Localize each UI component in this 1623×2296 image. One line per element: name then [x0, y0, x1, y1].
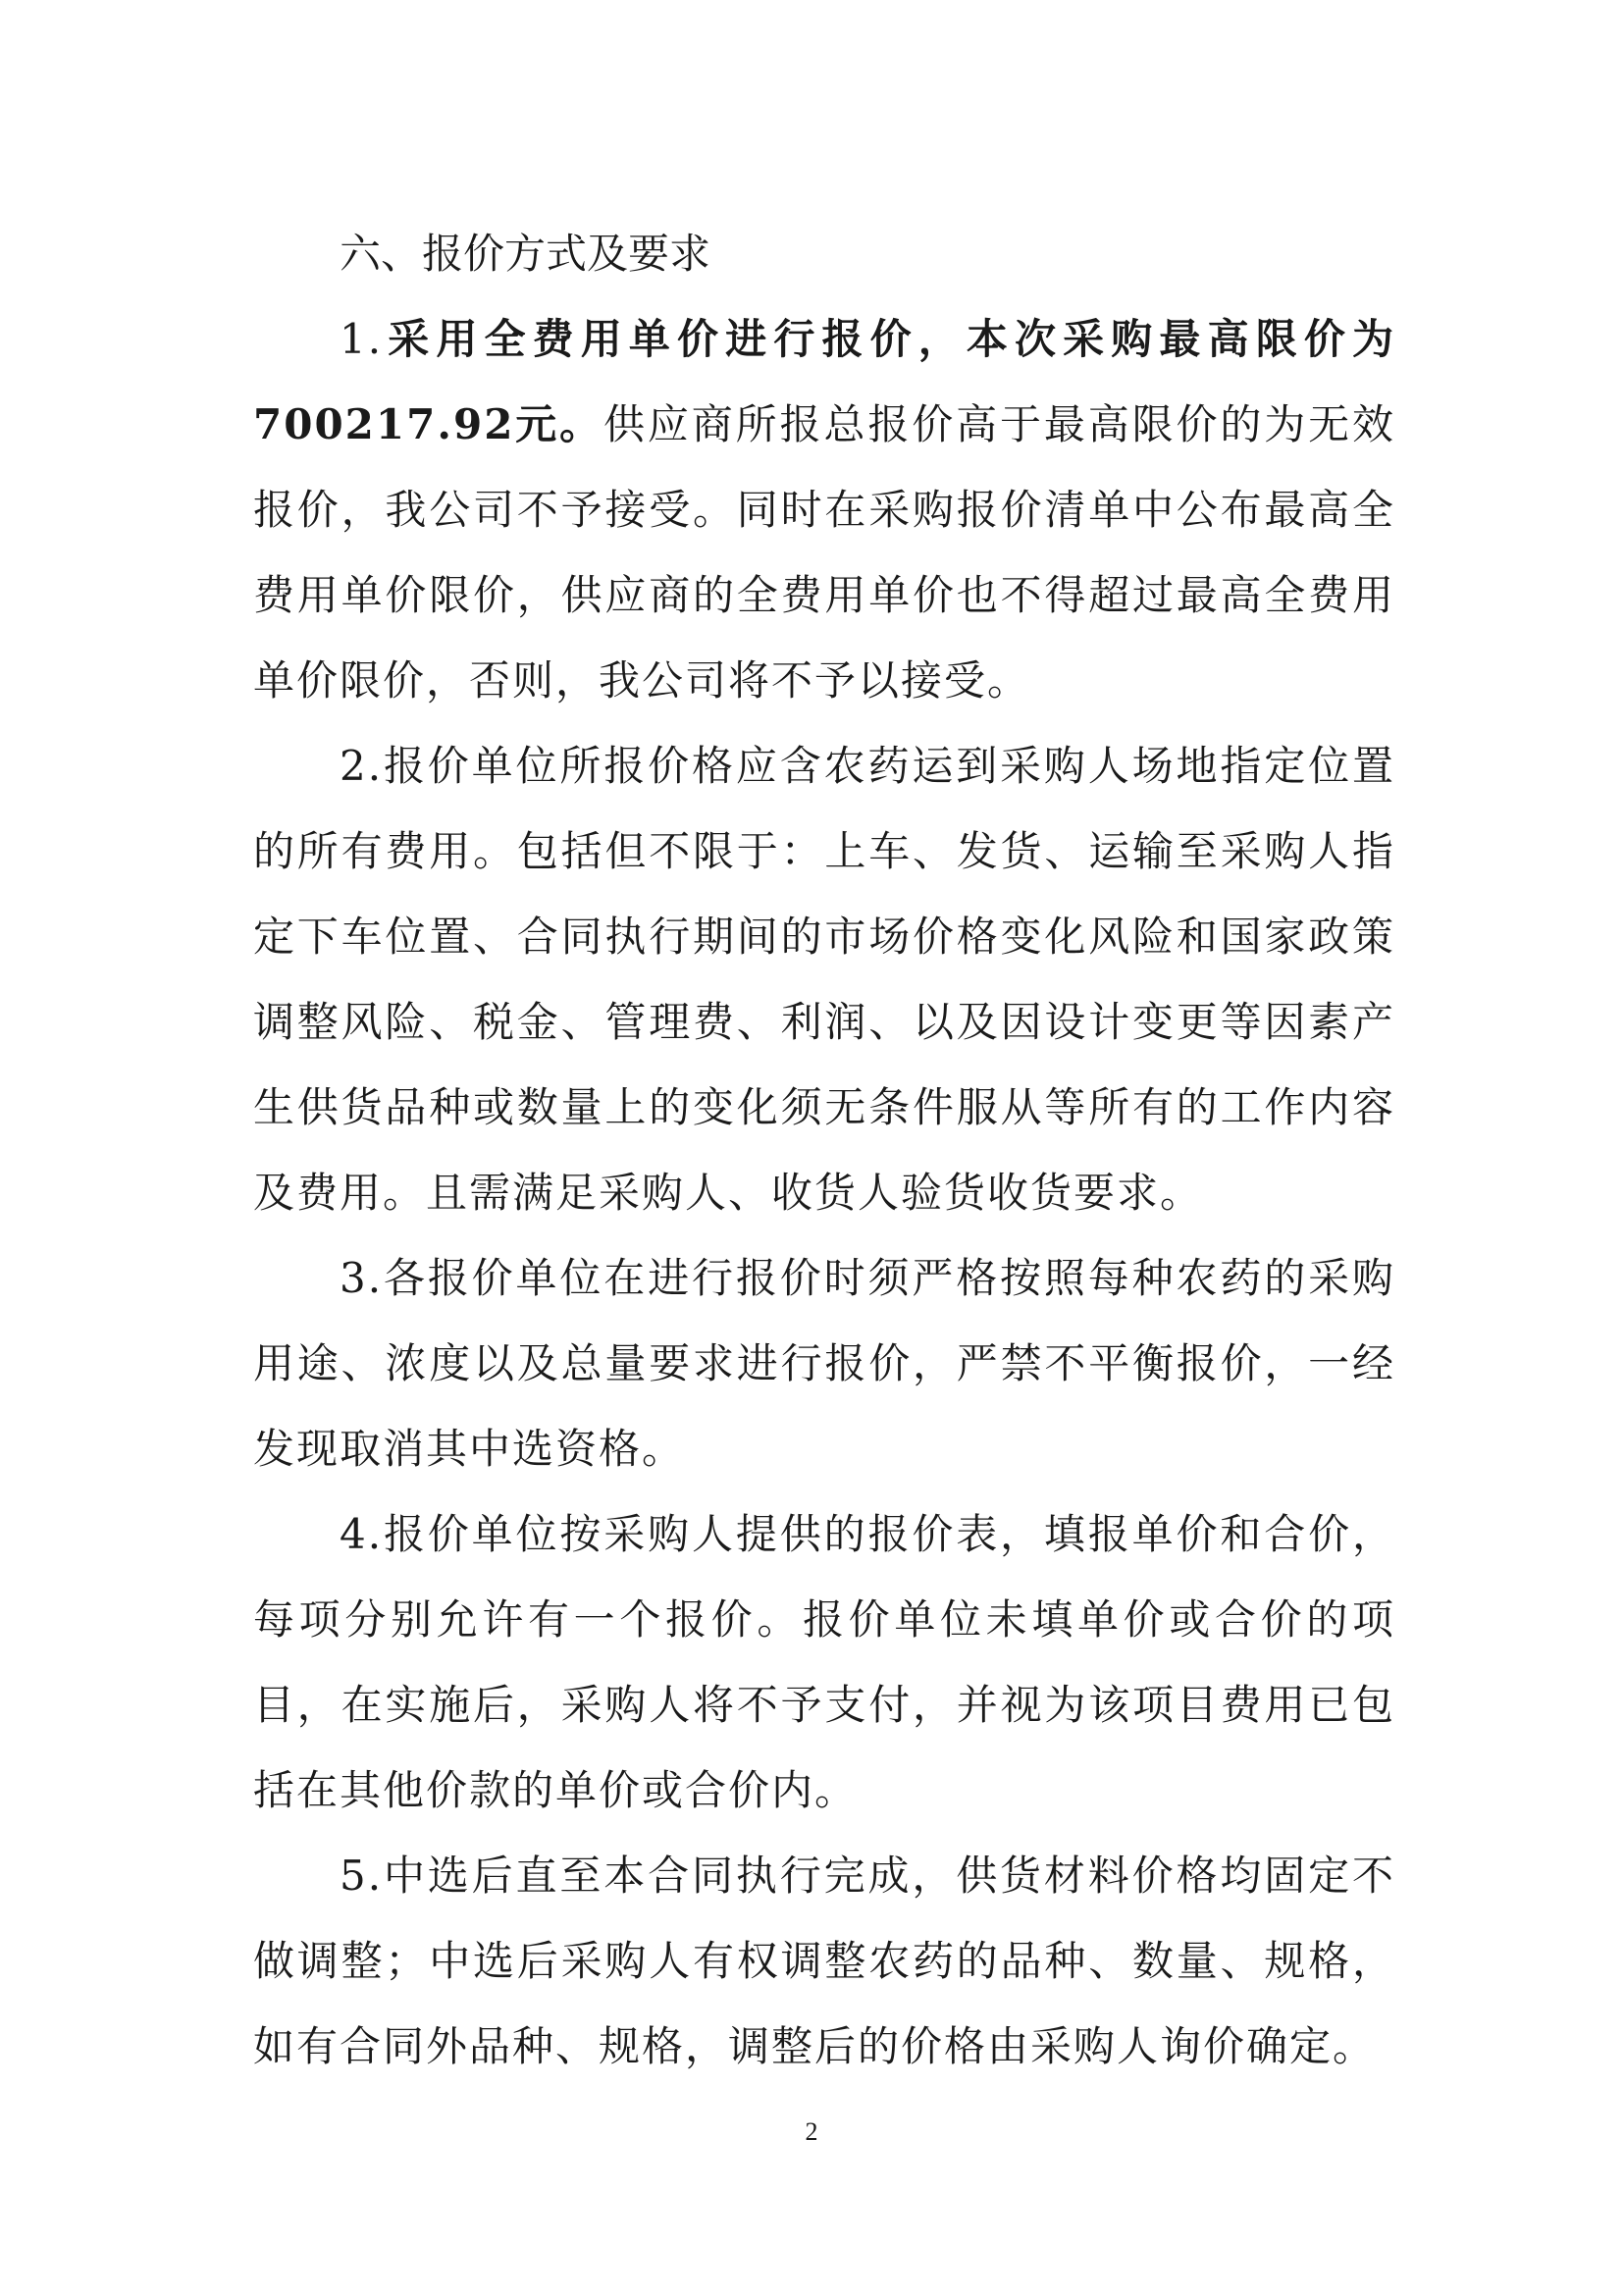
- paragraph-item-1: [253, 296, 1395, 723]
- item-number: 1.: [340, 315, 384, 363]
- section-heading: 六、报价方式及要求: [340, 230, 711, 278]
- paragraph-item-5: [253, 1833, 1395, 2089]
- item-text: 中选后直至本合同执行完成，供货材料价格均固定不做调整；中选后采购人有权调整农药的品种、数量、规格，如有合同外品种、规格，调整后的价格由采购人询价确定。: [253, 1852, 1395, 2070]
- item-text: 各报价单位在进行报价时须严格按照每种农药的采购用途、浓度以及总量要求进行报价，严禁不平衡报价，一经发现取消其中选资格。: [253, 1254, 1395, 1473]
- item-number: 4.: [340, 1510, 384, 1558]
- paragraph-item-3: [253, 1235, 1395, 1491]
- document-body: [253, 212, 1395, 2089]
- item-text: 报价单位所报价格应含农药运到采购人场地指定位置的所有费用。包括但不限于：上车、发货、运输至采购人指定下车位置、合同执行期间的市场价格变化风险和国家政策调整风险、税金、管理费、利润、以及因设计变更等因素产生供货品种或数量上的变化须无条件服从等所有的工作内容及费用。且需满足采购人、收货人验货收货要求。: [253, 742, 1395, 1217]
- item-text: 报价单位按采购人提供的报价表，填报单价和合价，每项分别允许有一个报价。报价单位未填单价或合价的项目，在实施后，采购人将不予支付，并视为该项目费用已包括在其他价款的单价或合价内。: [253, 1510, 1395, 1814]
- page-number: 2: [805, 2117, 818, 2146]
- item-number: 2.: [340, 742, 384, 790]
- item-number: 5.: [340, 1852, 384, 1900]
- item-text: 供应商所报总报价高于最高限价的为无效报价，我公司不予接受。同时在采购报价清单中公布最高全费用单价限价，供应商的全费用单价也不得超过最高全费用单价限价，否则，我公司将不予以接受。: [253, 400, 1395, 704]
- item-number: 3.: [340, 1254, 384, 1302]
- item-bold-text: 采用全费用单价进行报价，本次采购最高限价为700217.92元。: [253, 315, 1395, 448]
- paragraph-item-4: [253, 1491, 1395, 1833]
- paragraph-item-2: [253, 723, 1395, 1235]
